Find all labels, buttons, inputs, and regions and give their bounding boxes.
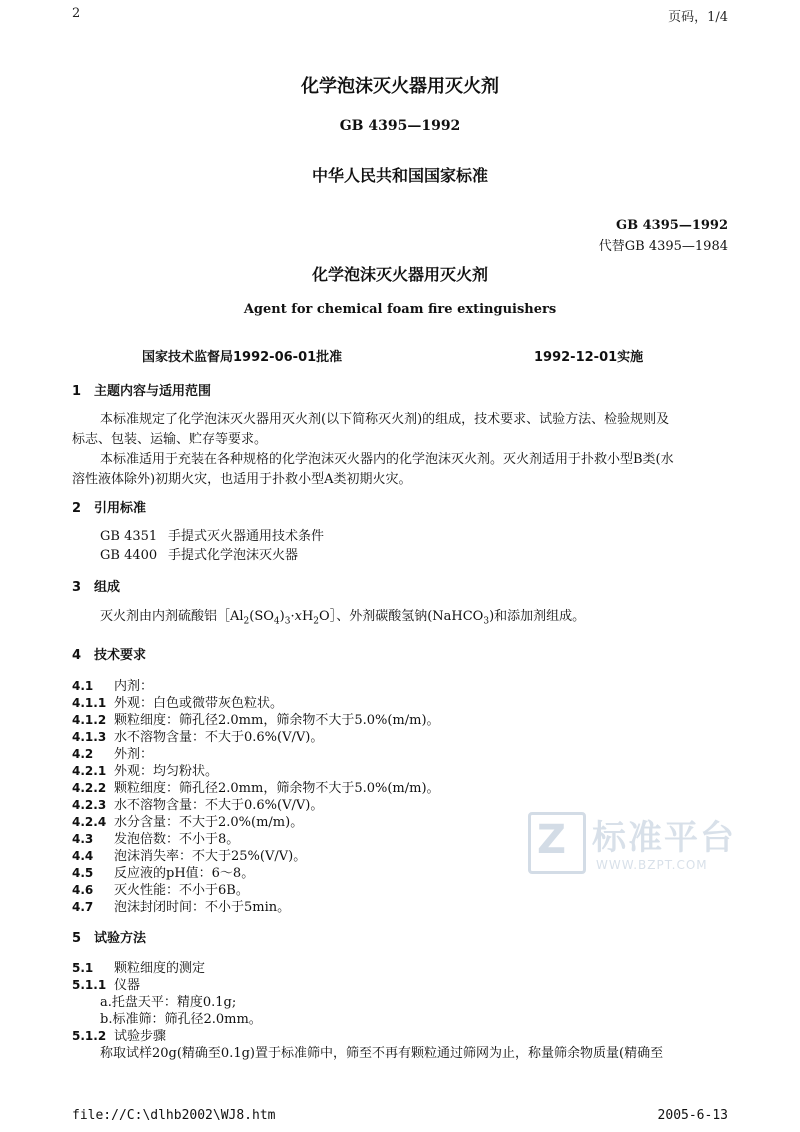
requirement-item: 4.4 泡沫消失率：不大于25%(V/V)。 [72,849,307,864]
composition-text: 灭火剂由内剂硫酸铝$[Al_2(SO_4)_3\cdot xH_2O]$、外剂碳酸氢钠(NaHCO$_3$)和添加剂组成。 [100,609,586,627]
test-item: 5.1 颗粒细度的测定 [72,961,206,976]
page-number: 2 [72,6,81,21]
section-title: 主题内容与适用范围 [94,384,212,399]
watermark [528,806,736,886]
section-title: 试验方法 [94,931,147,946]
page-info: 页码，1/4 [668,10,728,25]
requirement-item: 4.1 内剂： [72,679,154,694]
requirement-item: 4.2 外剂： [72,747,154,762]
section-1-heading [72,380,211,399]
section-number: 1 [72,384,82,399]
watermark-logo-icon: Z [528,812,586,874]
section-3-heading [72,576,120,595]
test-item: 5.1.2 试验步骤 [72,1029,167,1044]
paragraph-line: 溶性液体除外)初期火灾，也适用于扑救小型A类初期火灾。 [72,472,412,487]
requirement-item: 4.2.2 颗粒细度：筛孔径2.0mm，筛余物不大于5.0%(m/m)。 [72,781,440,796]
reference-code: GB 4351 [100,529,158,544]
paragraph-line: 本标准适用于充装在各种规格的化学泡沫灭火器内的化学泡沫灭火剂。灭火剂适用于扑救小型B类(水 [100,452,674,467]
standard-code: GB 4395—1992 [339,118,461,134]
test-item: 5.1.1 仪器 [72,978,141,993]
implementation-date: 1992-12-01实施 [534,350,644,365]
national-standard-heading: 中华人民共和国国家标准 [311,166,488,185]
requirement-item: 4.1.1 外观：白色或微带灰色粒状。 [72,696,284,711]
section-title: 技术要求 [94,648,147,663]
paragraph-line: 标志、包装、运输、贮存等要求。 [72,432,268,447]
requirement-item: 4.2.1 外观：均匀粉状。 [72,764,219,779]
paragraph-line: 本标准规定了化学泡沫灭火器用灭火剂(以下简称灭火剂)的组成，技术要求、试验方法、检验规则及 [100,412,670,427]
requirement-item: 4.7 泡沫封闭时间：不小于5min。 [72,900,291,915]
requirement-item: 4.5 反应液的pH值：6～8。 [72,866,255,881]
reference-item [100,525,324,544]
file-path: file://C:\dlhb2002\WJ8.htm [72,1108,276,1123]
section-4-heading [72,644,146,663]
section-number: 2 [72,501,82,516]
test-subitem: b.标准筛：筛孔径2.0mm。 [100,1012,262,1027]
requirement-item: 4.2.4 水分含量：不大于2.0%(m/m)。 [72,815,304,830]
section-title: 组成 [94,580,121,595]
watermark-text: 标准平台 [592,818,736,858]
reference-code: GB 4400 [100,548,158,563]
requirement-item: 4.3 发泡倍数：不小于8。 [72,832,240,847]
test-subitem: a.托盘天平：精度0.1g; [100,995,237,1010]
standard-title: 化学泡沫灭火器用灭火剂 [311,265,488,284]
english-title: Agent for chemical foam fire extinguishers [243,302,557,317]
approval-line: 国家技术监督局1992-06-01批准 [142,350,343,365]
section-title: 引用标准 [94,501,147,516]
requirement-item: 4.6 灭火性能：不小于6B。 [72,883,249,898]
replaces-note: 代替GB 4395—1984 [598,239,728,254]
section-number: 4 [72,648,82,663]
document-title: 化学泡沫灭火器用灭火剂 [301,76,499,97]
reference-item [100,544,298,563]
requirement-item: 4.2.3 水不溶物含量：不大于0.6%(V/V)。 [72,798,324,813]
section-2-heading [72,497,146,516]
test-procedure-text: 称取试样20g(精确至0.1g)置于标准筛中，筛至不再有颗粒通过筛网为止，称量筛余物质量(精确至 [100,1046,664,1061]
standard-code-right: GB 4395—1992 [616,218,728,233]
watermark-url: WWW.BZPT.COM [596,858,708,872]
reference-name: 手提式化学泡沫灭火器 [168,548,299,563]
section-5-heading [72,927,146,946]
requirement-item: 4.1.3 水不溶物含量：不大于0.6%(V/V)。 [72,730,324,745]
section-number: 3 [72,580,82,595]
footer-date: 2005-6-13 [657,1108,728,1123]
reference-name: 手提式灭火器通用技术条件 [168,529,325,544]
requirement-item: 4.1.2 颗粒细度：筛孔径2.0mm，筛余物不大于5.0%(m/m)。 [72,713,440,728]
section-number: 5 [72,931,82,946]
